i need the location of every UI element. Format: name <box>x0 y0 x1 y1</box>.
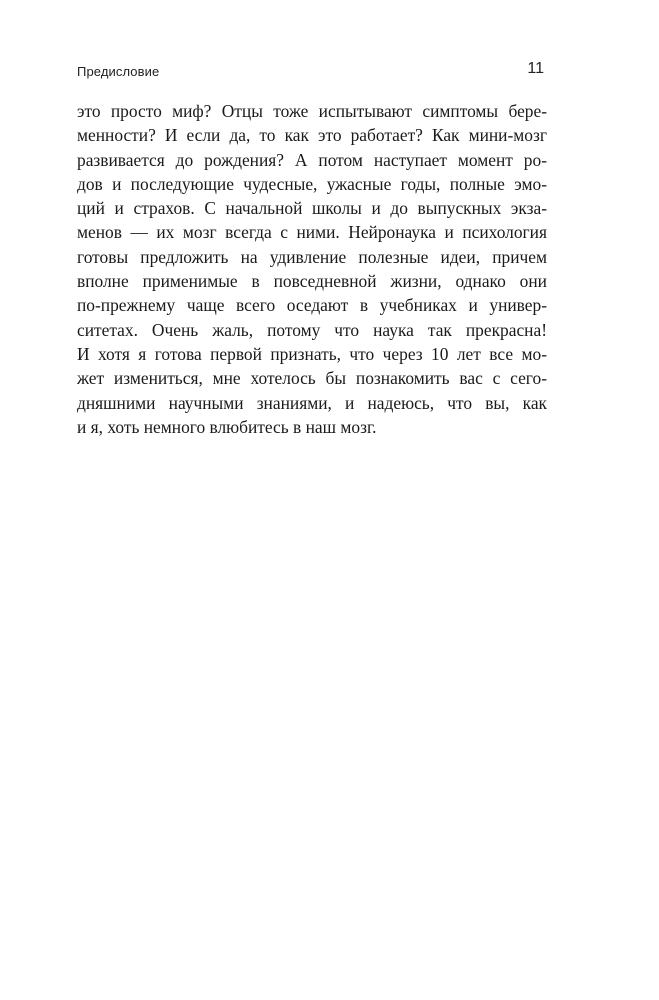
text-line: развивается до рождения? А потом наступает момент ро- <box>77 149 547 170</box>
text-line: дняшними научными знаниями, и надеюсь, что вы, как <box>77 392 547 413</box>
text-line: вполне применимые в повседневной жизни, однако они <box>77 271 547 292</box>
text-line: это просто миф? Отцы тоже испытывают симптомы бере- <box>77 101 547 121</box>
text-line: жет измениться, мне хотелось бы познакомить вас с сего- <box>77 368 547 389</box>
text-line: ситетах. Очень жаль, потому что наука так прекрасна! <box>77 319 547 340</box>
text-line: дов и последующие чудесные, ужасные годы, полные эмо- <box>77 173 547 194</box>
page-number: 11 <box>527 60 544 77</box>
text-line: менов — их мозг всегда с ними. Нейронаука и психология <box>77 222 547 243</box>
text-line: по-прежнему чаще всего оседают в учебниках и универ- <box>77 295 547 316</box>
body-paragraph <box>77 99 547 439</box>
text-line: И хотя я готова первой признать, что через 10 лет все мо- <box>77 343 547 364</box>
running-head-title: Предисловие <box>77 64 160 79</box>
text-line: готовы предложить на удивление полезные идеи, причем <box>77 246 547 267</box>
text-line: менности? И если да, то как это работает? Как мини-мозг <box>77 125 547 146</box>
text-line: и я, хоть немного влюбитесь в наш мозг. <box>77 416 377 437</box>
text-line: ций и страхов. С начальной школы и до выпускных экза- <box>77 198 547 219</box>
